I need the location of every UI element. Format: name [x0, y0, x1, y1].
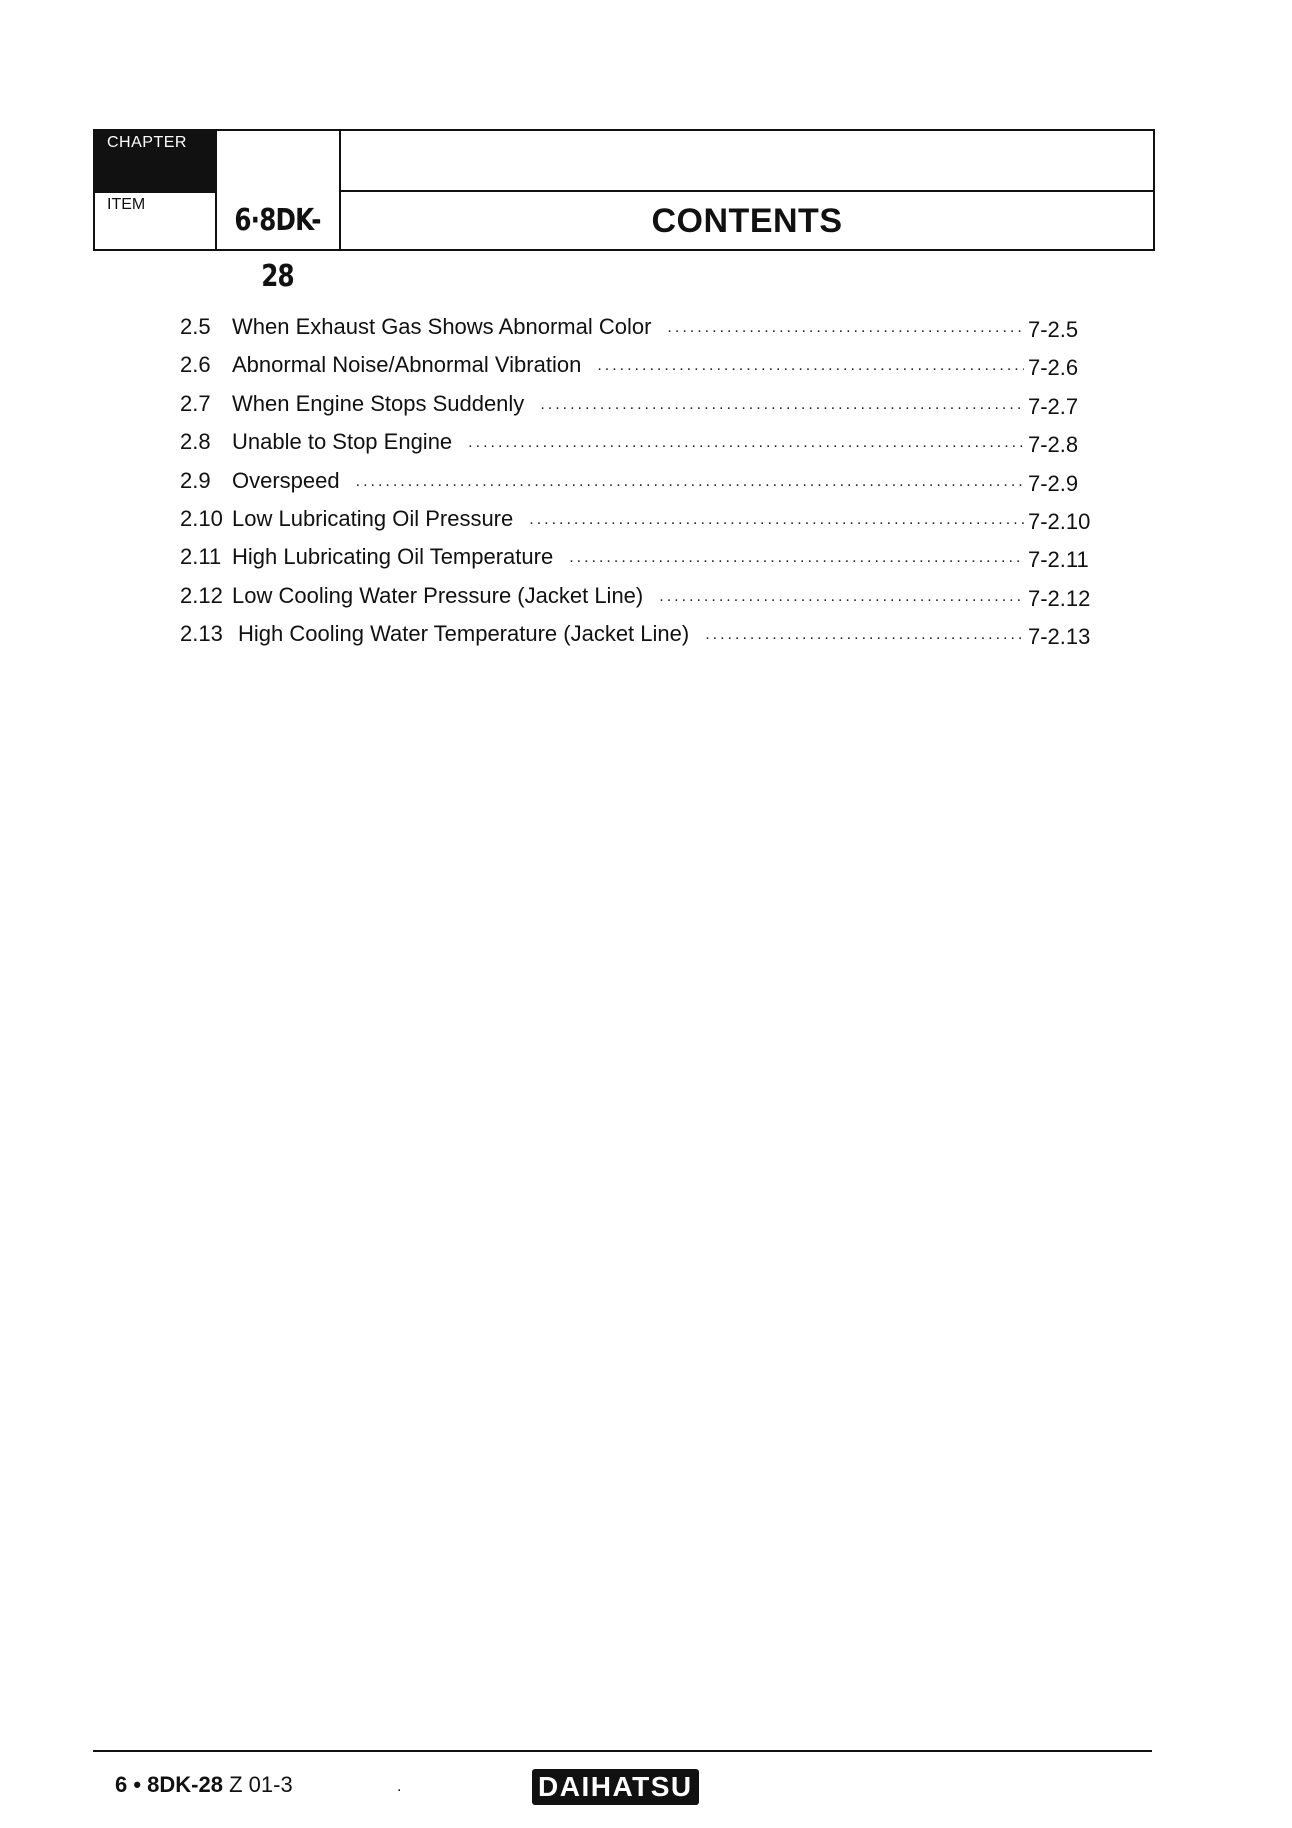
toc-entry-number: 2.6: [180, 352, 211, 378]
header-divider: [339, 190, 1153, 192]
model-code: 6·8DK-28: [234, 203, 321, 294]
dot-leader: [597, 347, 1024, 385]
header-divider: [215, 131, 217, 249]
toc-entry-page: 7-2.13: [1028, 624, 1091, 650]
footer-revision: Z 01-3: [229, 1772, 293, 1797]
table-of-contents: [180, 308, 1100, 654]
dot-leader: [705, 616, 1024, 654]
toc-entry-number: 2.7: [180, 390, 211, 416]
toc-entry-title: When Engine Stops Suddenly: [232, 390, 525, 416]
dot-leader: [468, 424, 1024, 462]
dot-leader: [569, 539, 1024, 577]
page-title: CONTENTS: [651, 202, 843, 240]
toc-entry-number: 2.12: [180, 582, 223, 608]
toc-entry[interactable]: [180, 500, 1100, 538]
toc-entry-page: 7-2.9: [1028, 470, 1079, 496]
toc-entry-number: 2.10: [180, 505, 223, 531]
toc-entry[interactable]: [180, 308, 1100, 346]
dot-leader: [667, 309, 1024, 347]
brand-logo: DAIHATSU: [532, 1769, 699, 1805]
dot-leader: [529, 501, 1024, 539]
header-box: [93, 129, 1155, 294]
dot-leader: [356, 463, 1024, 501]
footer-dot: .: [397, 1778, 402, 1795]
toc-entry-title: Overspeed: [232, 467, 340, 493]
chapter-label: CHAPTER: [95, 131, 215, 191]
toc-entry-title: High Cooling Water Temperature (Jacket Line): [238, 621, 690, 647]
toc-entry[interactable]: [180, 577, 1100, 615]
toc-entry[interactable]: [180, 462, 1100, 500]
toc-entry-page: 7-2.8: [1028, 432, 1079, 458]
item-label: ITEM: [95, 191, 215, 251]
toc-entry-page: 7-2.11: [1028, 547, 1089, 573]
toc-entry-title: Low Lubricating Oil Pressure: [232, 505, 514, 531]
toc-entry-number: 2.5: [180, 314, 211, 339]
toc-entry[interactable]: [180, 385, 1100, 423]
toc-entry[interactable]: [180, 615, 1100, 653]
toc-entry-number: 2.11: [180, 544, 222, 570]
toc-entry-title: Low Cooling Water Pressure (Jacket Line): [232, 582, 644, 608]
toc-entry[interactable]: [180, 346, 1100, 384]
toc-entry-number: 2.8: [180, 429, 211, 455]
toc-entry-page: 7-2.7: [1028, 393, 1079, 419]
toc-entry-number: 2.13: [180, 621, 223, 647]
toc-entry-page: 7-2.12: [1028, 585, 1091, 611]
toc-entry-title: High Lubricating Oil Temperature: [232, 544, 554, 570]
toc-entry-title: Abnormal Noise/Abnormal Vibration: [232, 352, 582, 378]
toc-entry-page: 7-2.5: [1028, 317, 1079, 342]
dot-leader: [659, 578, 1024, 616]
toc-entry-number: 2.9: [180, 467, 211, 493]
toc-entry-title: Unable to Stop Engine: [232, 429, 453, 455]
toc-entry-title: When Exhaust Gas Shows Abnormal Color: [232, 314, 652, 339]
footer-document-code: [115, 1772, 293, 1798]
dot-leader: [540, 386, 1024, 424]
footer-divider: [93, 1750, 1152, 1752]
toc-entry-page: 7-2.10: [1028, 508, 1091, 534]
toc-entry[interactable]: [180, 538, 1100, 576]
toc-entry-page: 7-2.6: [1028, 355, 1079, 381]
footer-model: 6 • 8DK-28: [115, 1772, 223, 1797]
toc-entry[interactable]: [180, 423, 1100, 461]
